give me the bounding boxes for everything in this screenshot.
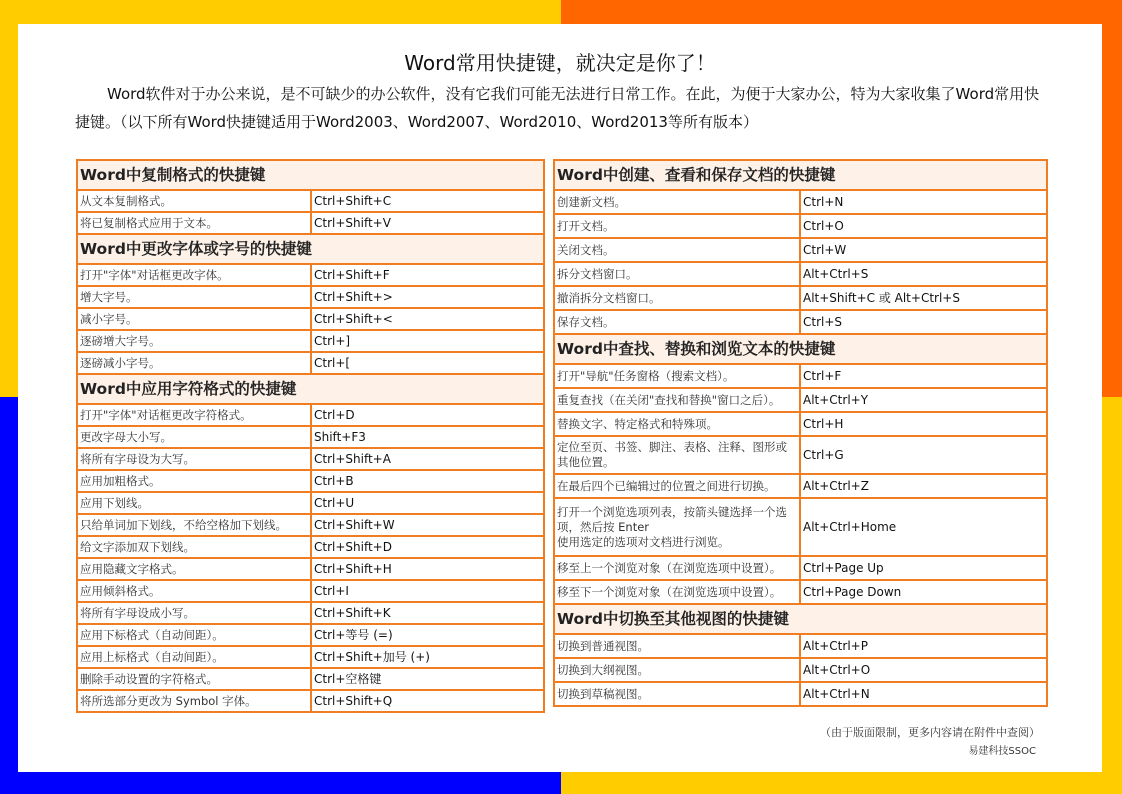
table-row xyxy=(554,474,1047,498)
table-row xyxy=(77,602,544,624)
shortcut-key: Ctrl+Shift+V xyxy=(311,212,544,234)
shortcut-key: Alt+Ctrl+O xyxy=(800,658,1047,682)
shortcut-key: Alt+Ctrl+N xyxy=(800,682,1047,706)
shortcut-description: 保存文档。 xyxy=(554,310,800,334)
intro-paragraph: Word软件对于办公来说，是不可缺少的办公软件，没有它我们可能无法进行日常工作。在此，为便于大家办公，特为大家收集了Word常用快捷键。（以下所有Word快捷键适用于Word2003、Word2007、Word2010、Word2013等所有版本） xyxy=(75,85,1040,131)
shortcut-description: 定位至页、书签、脚注、表格、注释、图形或其他位置。 xyxy=(554,436,800,474)
shortcut-key: Ctrl+] xyxy=(311,330,544,352)
shortcut-key: Ctrl+W xyxy=(800,238,1047,262)
shortcut-description: 应用下标格式（自动间距）。 xyxy=(77,624,311,646)
table-row xyxy=(77,470,544,492)
shortcut-description: 将所有字母设成小写。 xyxy=(77,602,311,624)
shortcut-description: 移至下一个浏览对象（在浏览选项中设置）。 xyxy=(554,580,800,604)
shortcut-key: Ctrl+Shift+加号 (+) xyxy=(311,646,544,668)
table-row xyxy=(554,556,1047,580)
shortcut-key: Ctrl+等号 (=) xyxy=(311,624,544,646)
shortcut-key: Alt+Ctrl+P xyxy=(800,634,1047,658)
shortcut-description: 切换到大纲视图。 xyxy=(554,658,800,682)
shortcut-description: 打开一个浏览选项列表，按箭头键选择一个选项，然后按 Enter 使用选定的选项对文档进行浏览。 xyxy=(554,498,800,556)
shortcut-key: Ctrl+Shift+Q xyxy=(311,690,544,712)
left-shortcut-table xyxy=(76,159,545,713)
shortcut-description: 将已复制格式应用于文本。 xyxy=(77,212,311,234)
shortcut-key: Ctrl+Shift+F xyxy=(311,264,544,286)
section-header xyxy=(77,160,544,190)
shortcut-description: 关闭文档。 xyxy=(554,238,800,262)
table-row xyxy=(77,404,544,426)
shortcut-key: Alt+Ctrl+Home xyxy=(800,498,1047,556)
shortcut-key: Ctrl+D xyxy=(311,404,544,426)
shortcut-description: 只给单词加下划线，不给空格加下划线。 xyxy=(77,514,311,536)
shortcut-key: Ctrl+H xyxy=(800,412,1047,436)
table-row xyxy=(77,690,544,712)
table-row xyxy=(77,330,544,352)
shortcut-description: 撤消拆分文档窗口。 xyxy=(554,286,800,310)
shortcut-key: Ctrl+N xyxy=(800,190,1047,214)
footer-note: （由于版面限制，更多内容请在附件中查阅） xyxy=(820,726,1040,739)
table-row xyxy=(77,264,544,286)
section-title: Word中复制格式的快捷键 xyxy=(77,160,544,190)
table-row xyxy=(554,190,1047,214)
shortcut-key: Ctrl+S xyxy=(800,310,1047,334)
shortcut-description: 移至上一个浏览对象（在浏览选项中设置）。 xyxy=(554,556,800,580)
shortcut-key: Ctrl+空格键 xyxy=(311,668,544,690)
shortcut-key: Alt+Ctrl+Y xyxy=(800,388,1047,412)
page-title: Word常用快捷键，就决定是你了！ xyxy=(404,51,716,75)
shortcut-description: 应用加粗格式。 xyxy=(77,470,311,492)
table-row xyxy=(77,580,544,602)
shortcut-key: Ctrl+Shift+C xyxy=(311,190,544,212)
table-row xyxy=(77,558,544,580)
section-header xyxy=(554,604,1047,634)
table-row xyxy=(77,308,544,330)
shortcut-description: 创建新文档。 xyxy=(554,190,800,214)
shortcut-key: Ctrl+O xyxy=(800,214,1047,238)
table-row xyxy=(554,498,1047,556)
table-row xyxy=(77,492,544,514)
document-page xyxy=(18,24,1102,772)
section-header xyxy=(77,374,544,404)
table-row xyxy=(554,310,1047,334)
section-title: Word中创建、查看和保存文档的快捷键 xyxy=(554,160,1047,190)
shortcut-key: Alt+Ctrl+S xyxy=(800,262,1047,286)
section-title: Word中切换至其他视图的快捷键 xyxy=(554,604,1047,634)
table-row xyxy=(77,624,544,646)
shortcut-key: Ctrl+U xyxy=(311,492,544,514)
table-row xyxy=(554,388,1047,412)
shortcut-description: 应用下划线。 xyxy=(77,492,311,514)
table-row xyxy=(554,412,1047,436)
footer-brand: 易建科技SSOC xyxy=(968,746,1036,757)
shortcut-key: Ctrl+Shift+W xyxy=(311,514,544,536)
section-header xyxy=(554,334,1047,364)
shortcut-description: 将所有字母设为大写。 xyxy=(77,448,311,470)
shortcut-description: 从文本复制格式。 xyxy=(77,190,311,212)
shortcut-description: 更改字母大小写。 xyxy=(77,426,311,448)
shortcut-key: Ctrl+F xyxy=(800,364,1047,388)
shortcut-description: 重复查找（在关闭"查找和替换"窗口之后）。 xyxy=(554,388,800,412)
shortcut-key: Alt+Ctrl+Z xyxy=(800,474,1047,498)
table-row xyxy=(554,658,1047,682)
shortcut-description: 打开文档。 xyxy=(554,214,800,238)
table-row xyxy=(554,682,1047,706)
table-row xyxy=(554,262,1047,286)
table-row xyxy=(77,514,544,536)
shortcut-description: 切换到草稿视图。 xyxy=(554,682,800,706)
table-row xyxy=(77,286,544,308)
shortcut-key: Ctrl+G xyxy=(800,436,1047,474)
table-row xyxy=(77,190,544,212)
shortcut-description: 打开"字体"对话框更改字符格式。 xyxy=(77,404,311,426)
shortcut-description: 逐磅增大字号。 xyxy=(77,330,311,352)
table-row xyxy=(77,212,544,234)
table-row xyxy=(554,238,1047,262)
shortcut-description: 打开"导航"任务窗格（搜索文档）。 xyxy=(554,364,800,388)
section-title: Word中查找、替换和浏览文本的快捷键 xyxy=(554,334,1047,364)
table-row xyxy=(77,352,544,374)
table-row xyxy=(77,448,544,470)
shortcut-key: Ctrl+[ xyxy=(311,352,544,374)
shortcut-description: 切换到普通视图。 xyxy=(554,634,800,658)
shortcut-description: 拆分文档窗口。 xyxy=(554,262,800,286)
shortcut-key: Ctrl+Page Up xyxy=(800,556,1047,580)
shortcut-key: Ctrl+Shift+< xyxy=(311,308,544,330)
section-title: Word中更改字体或字号的快捷键 xyxy=(77,234,544,264)
section-title: Word中应用字符格式的快捷键 xyxy=(77,374,544,404)
right-shortcut-table xyxy=(553,159,1048,707)
shortcut-description: 给文字添加双下划线。 xyxy=(77,536,311,558)
shortcut-key: Ctrl+B xyxy=(311,470,544,492)
table-row xyxy=(77,426,544,448)
table-row xyxy=(554,364,1047,388)
shortcut-description: 逐磅减小字号。 xyxy=(77,352,311,374)
shortcut-key: Ctrl+Shift+D xyxy=(311,536,544,558)
shortcut-description: 删除手动设置的字符格式。 xyxy=(77,668,311,690)
shortcut-description: 打开"字体"对话框更改字体。 xyxy=(77,264,311,286)
shortcut-description: 应用隐藏文字格式。 xyxy=(77,558,311,580)
shortcut-key: Ctrl+Shift+H xyxy=(311,558,544,580)
shortcut-key: Ctrl+Page Down xyxy=(800,580,1047,604)
section-header xyxy=(77,234,544,264)
table-row xyxy=(554,436,1047,474)
shortcut-key: Shift+F3 xyxy=(311,426,544,448)
shortcut-key: Ctrl+Shift+A xyxy=(311,448,544,470)
table-row xyxy=(554,580,1047,604)
shortcut-description: 增大字号。 xyxy=(77,286,311,308)
shortcut-key: Ctrl+Shift+> xyxy=(311,286,544,308)
table-row xyxy=(77,536,544,558)
table-row xyxy=(77,668,544,690)
shortcut-description: 在最后四个已编辑过的位置之间进行切换。 xyxy=(554,474,800,498)
shortcut-description: 替换文字、特定格式和特殊项。 xyxy=(554,412,800,436)
table-row xyxy=(554,286,1047,310)
shortcut-description: 应用上标格式（自动间距）。 xyxy=(77,646,311,668)
table-row xyxy=(554,634,1047,658)
table-row xyxy=(554,214,1047,238)
shortcut-key: Ctrl+Shift+K xyxy=(311,602,544,624)
section-header xyxy=(554,160,1047,190)
shortcut-key: Ctrl+I xyxy=(311,580,544,602)
shortcut-description: 应用倾斜格式。 xyxy=(77,580,311,602)
shortcut-description: 将所选部分更改为 Symbol 字体。 xyxy=(77,690,311,712)
table-row xyxy=(77,646,544,668)
shortcut-description: 减小字号。 xyxy=(77,308,311,330)
shortcut-key: Alt+Shift+C 或 Alt+Ctrl+S xyxy=(800,286,1047,310)
